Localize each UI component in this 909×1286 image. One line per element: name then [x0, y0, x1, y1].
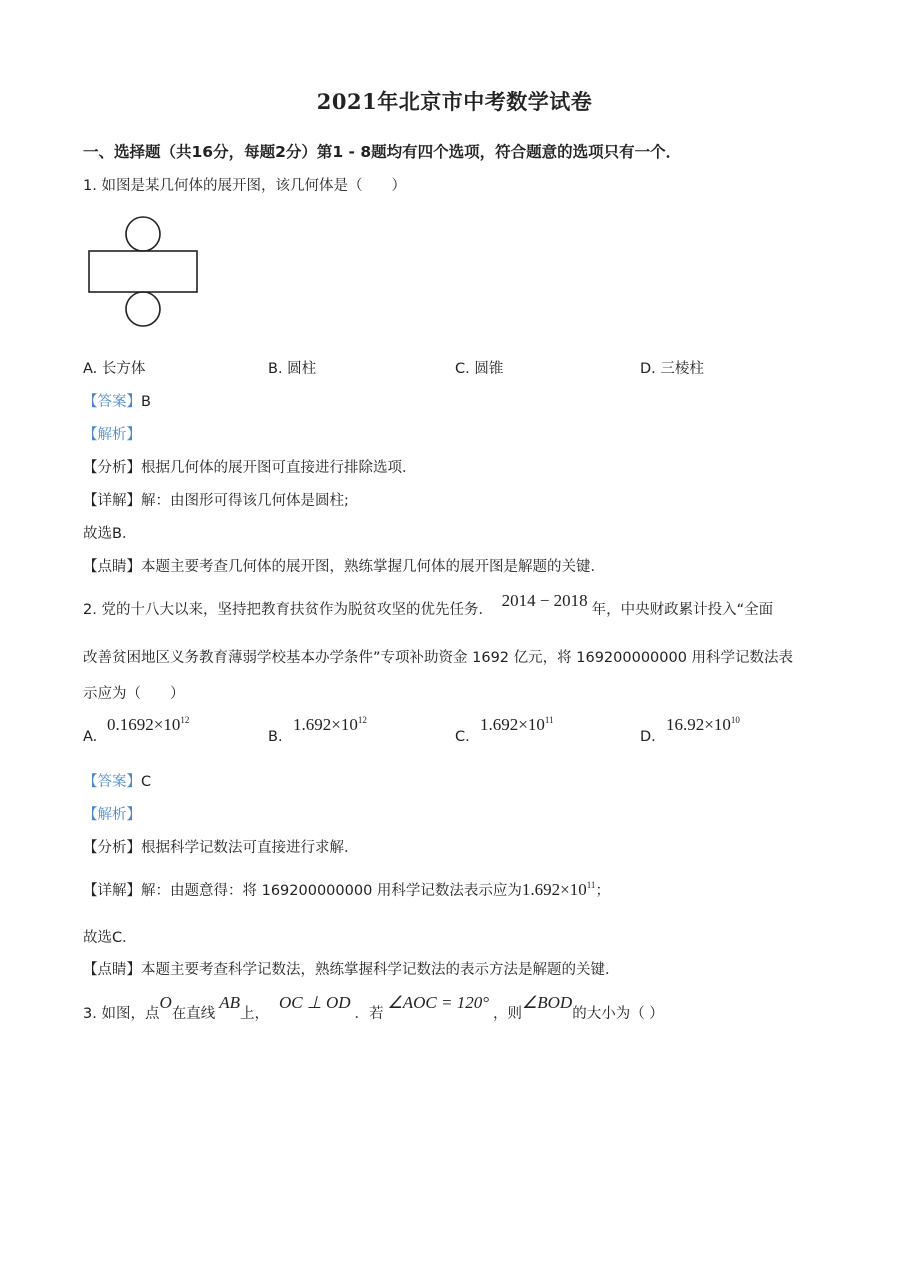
q1-fenxi [83, 456, 417, 477]
q3-part-1: 3. 如图，点 [83, 1006, 160, 1022]
q2-option-a-label: A. [83, 729, 98, 745]
xiangjie-math-exponent: 11 [586, 880, 596, 890]
q3-math-angle-bod: ∠BOD [522, 993, 573, 1012]
dianjing-tag: 【点睛】 [83, 962, 141, 978]
q2-option-d-math [666, 715, 740, 735]
q2-stem-part-b: 年，中央财政累计投入“全面 [591, 602, 774, 618]
dianjing-tag: 【点睛】 [83, 559, 141, 575]
q2-option-c-math [480, 715, 554, 735]
answer-tag: 【答案】 [83, 774, 141, 790]
option-d-base: 16.92×10 [666, 715, 731, 734]
q2-answer [83, 770, 151, 791]
q1-option-d: D. 三棱柱 [640, 361, 704, 377]
q2-stem-line3: 示应为（ ） [83, 686, 185, 702]
xiangjie-text: 解：由图形可得该几何体是圆柱; [141, 493, 349, 509]
q2-stem-line2: 改善贫困地区义务教育薄弱学校基本办学条件”专项补助资金 1692 亿元，将 169200000000 用科学记数法表 [83, 650, 794, 666]
xiangjie-tag: 【详解】 [83, 493, 141, 509]
q3-math-o: O [159, 993, 172, 1012]
q2-dianjing [83, 958, 620, 979]
option-b-base: 1.692×10 [293, 715, 358, 734]
answer-tag: 【答案】 [83, 394, 141, 410]
q1-conclusion: 故选B． [83, 526, 137, 542]
q3-math-ab: AB [219, 993, 241, 1012]
q3-part-6: 的大小为（ ） [572, 1006, 664, 1022]
dianjing-text: 本题主要考查科学记数法，熟练掌握科学记数法的表示方法是解题的关键． [141, 962, 620, 978]
top-circle [126, 217, 160, 251]
q3-math-angle-aoc: ∠AOC = 120° [387, 993, 490, 1012]
dianjing-text: 本题主要考查几何体的展开图，熟练掌握几何体的展开图是解题的关键． [141, 559, 605, 575]
xiangjie-end: ； [595, 883, 610, 899]
q3-part-2: 在直线 [171, 1006, 216, 1022]
xiangjie-math-base: 1.692×10 [521, 880, 587, 899]
xiangjie-tag: 【详解】 [83, 883, 141, 899]
answer-value: C [141, 774, 152, 790]
option-d-exponent: 10 [730, 715, 740, 725]
q2-option-b-math [293, 715, 367, 735]
xiangjie-math [522, 880, 596, 899]
q1-option-a: A. 长方体 [83, 361, 146, 377]
fenxi-text: 根据科学记数法可直接进行求解． [141, 840, 359, 856]
fenxi-text: 根据几何体的展开图可直接进行排除选项． [141, 460, 417, 476]
q2-stem-part-a: 2. 党的十八大以来，坚持把教育扶贫作为脱贫攻坚的优先任务． [83, 602, 493, 618]
q2-xiangjie [83, 879, 610, 900]
q2-stem-line1 [83, 591, 774, 619]
fenxi-tag: 【分析】 [83, 460, 141, 476]
answer-value: B [141, 394, 151, 410]
option-a-exponent: 12 [180, 715, 190, 725]
q2-option-c-label: C. [455, 729, 470, 745]
q1-answer [83, 390, 151, 411]
q1-dianjing [83, 555, 605, 576]
fenxi-tag: 【分析】 [83, 840, 141, 856]
option-c-base: 1.692×10 [480, 715, 545, 734]
option-b-exponent: 12 [357, 715, 367, 725]
page-title: 2021年北京市中考数学试卷 [316, 89, 593, 114]
q1-xiangjie [83, 489, 349, 510]
xiangjie-text: 解：由题意得：将 169200000000 用科学记数法表示应为 [141, 883, 522, 899]
q3-part-3: 上， [240, 1006, 270, 1022]
q2-conclusion: 故选C． [83, 930, 137, 946]
q1-option-c: C. 圆锥 [455, 361, 504, 377]
option-c-exponent: 11 [544, 715, 554, 725]
q3-math-perp: OC ⊥ OD [279, 993, 351, 1012]
q2-analysis-tag: 【解析】 [83, 807, 141, 823]
cylinder-net-figure [86, 212, 200, 330]
q3-part-4: ．若 [354, 1006, 384, 1022]
q2-option-b-label: B. [268, 729, 283, 745]
q2-years-math: 2014 − 2018 [501, 591, 588, 610]
q1-analysis-tag: 【解析】 [83, 427, 141, 443]
q3-part-5: ，则 [493, 1006, 523, 1022]
q2-fenxi [83, 836, 359, 857]
lateral-rectangle [89, 251, 197, 292]
q1-option-b: B. 圆柱 [268, 361, 317, 377]
option-a-base: 0.1692×10 [107, 715, 181, 734]
section-heading: 一、选择题（共16分，每题2分）第1 - 8题均有四个选项，符合题意的选项只有一个． [83, 143, 682, 161]
q2-option-d-label: D. [640, 729, 656, 745]
q3-stem [83, 993, 664, 1023]
q1-stem: 1. 如图是某几何体的展开图，该几何体是（ ） [83, 178, 406, 194]
q2-option-a-math [107, 715, 189, 735]
bottom-circle [126, 292, 160, 326]
